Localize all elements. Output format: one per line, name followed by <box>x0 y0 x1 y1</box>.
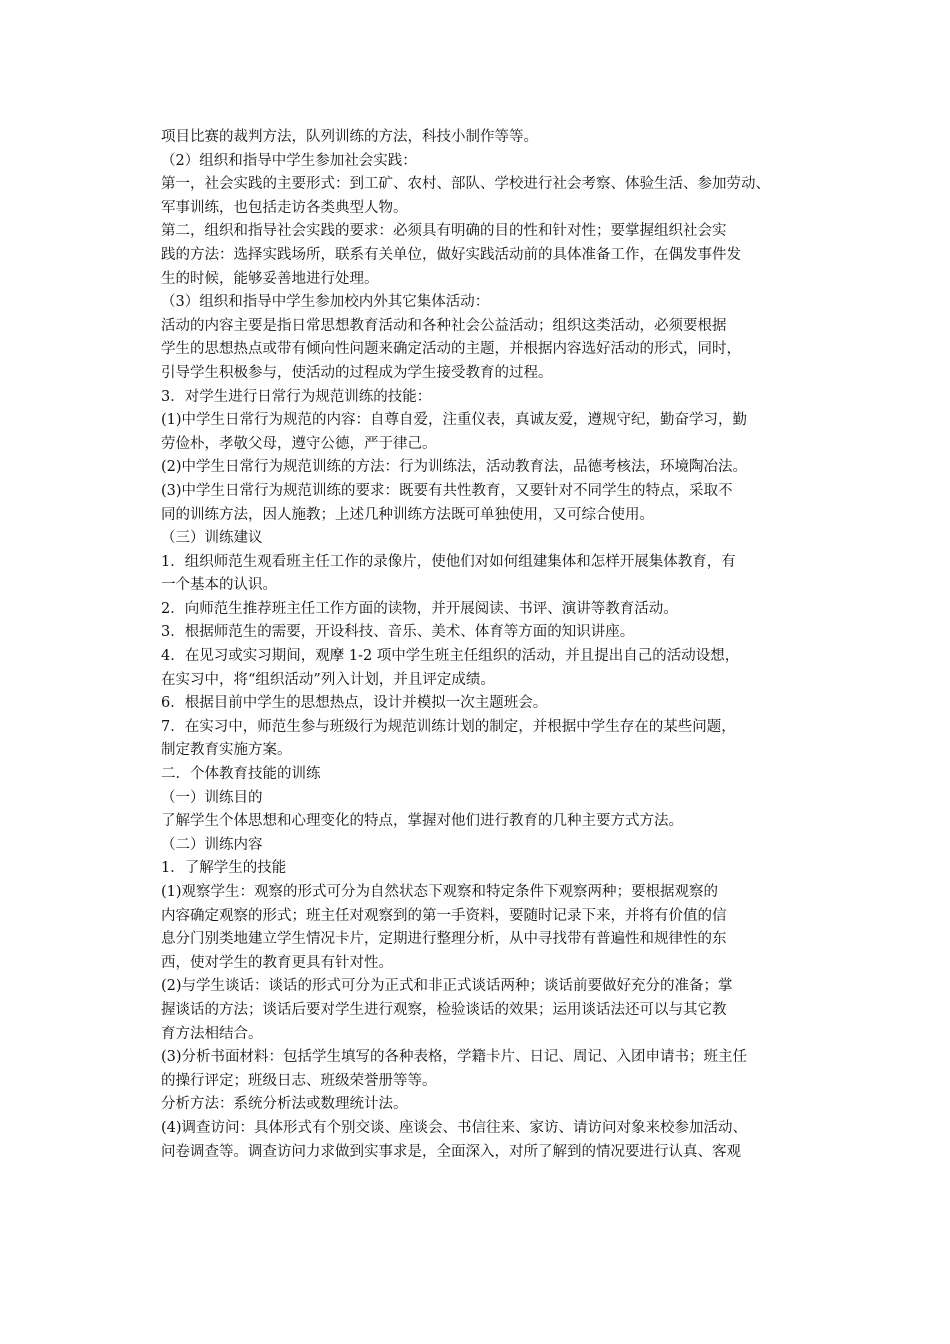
text-line: 的操行评定；班级日志、班级荣誉册等等。 <box>161 1072 437 1089</box>
text-line: （2）组织和指导中学生参加社会实践： <box>161 152 417 169</box>
text-line: 第二，组织和指导社会实践的要求：必须具有明确的目的性和针对性；要掌握组织社会实 <box>161 223 727 240</box>
text-line: 内容确定观察的形式；班主任对观察到的第一手资料，要随时记录下来，并将有价值的信 <box>161 907 727 924</box>
text-line: （3）组织和指导中学生参加校内外其它集体活动： <box>161 294 490 311</box>
text-line: 劳俭朴，孝敬父母，遵守公德，严于律己。 <box>161 435 437 452</box>
text-line: 3．根据师范生的需要，开设科技、音乐、美术、体育等方面的知识讲座。 <box>161 624 635 641</box>
text-line: 同的训练方法，因人施教；上述几种训练方法既可单独使用，又可综合使用。 <box>161 506 654 523</box>
text-line: 2．向师范生推荐班主任工作方面的读物，并开展阅读、书评、演讲等教育活动。 <box>161 600 678 617</box>
text-line: 1．了解学生的技能 <box>161 860 287 877</box>
text-line: 西，使对学生的教育更具有针对性。 <box>161 954 393 971</box>
text-line: （二）训练内容 <box>161 836 263 853</box>
text-line: 握谈话的方法；谈话后要对学生进行观察，检验谈话的效果；运用谈话法还可以与其它教 <box>161 1001 727 1018</box>
text-line: 1．组织师范生观看班主任工作的录像片，使他们对如何组建集体和怎样开展集体教育，有 <box>161 553 736 570</box>
text-line: (1)中学生日常行为规范的内容：自尊自爱，注重仪表，真诚友爱，遵规守纪，勤奋学习，勤 <box>161 412 748 429</box>
text-line: 3．对学生进行日常行为规范训练的技能： <box>161 388 432 405</box>
text-line: （一）训练目的 <box>161 789 263 806</box>
text-line: 生的时候，能够妥善地进行处理。 <box>161 270 379 287</box>
text-line: 分析方法：系统分析法或数理统计法。 <box>161 1096 408 1113</box>
text-line: 了解学生个体思想和心理变化的特点，掌握对他们进行教育的几种主要方式方法。 <box>161 813 683 830</box>
text-line: 一个基本的认识。 <box>161 577 277 594</box>
text-line: (4)调查访问：具体形式有个别交谈、座谈会、书信往来、家访、请访问对象来校参加活动、 <box>161 1119 748 1136</box>
text-line: 6．根据目前中学生的思想热点，设计并模拟一次主题班会。 <box>161 695 548 712</box>
text-line: (3)分析书面材料：包括学生填写的各种表格，学籍卡片、日记、周记、入团申请书；班主任 <box>161 1049 748 1066</box>
text-line: (2)与学生谈话：谈话的形式可分为正式和非正式谈话两种；谈话前要做好充分的准备；掌 <box>161 978 733 995</box>
text-line: 学生的思想热点或带有倾向性问题来确定活动的主题，并根据内容选好活动的形式，同时， <box>161 341 741 358</box>
text-line: 项目比赛的裁判方法，队列训练的方法，科技小制作等等。 <box>161 129 538 145</box>
text-line: 4．在见习或实习期间，观摩 1-2 项中学生班主任组织的活动，并且提出自己的活动设想， <box>161 648 740 665</box>
text-line: 第一，社会实践的主要形式：到工矿、农村、部队、学校进行社会考察、体验生活、参加劳动、 <box>161 176 770 193</box>
text-line: 军事训练，也包括走访各类典型人物。 <box>161 199 408 216</box>
text-line: 息分门别类地建立学生情况卡片，定期进行整理分析，从中寻找带有普遍性和规律性的东 <box>161 931 727 948</box>
text-line: （三）训练建议 <box>161 530 263 547</box>
text-line: 制定教育实施方案。 <box>161 742 292 759</box>
text-line: (3)中学生日常行为规范训练的要求：既要有共性教育，又要针对不同学生的特点，采取不 <box>161 482 733 499</box>
text-line: 育方法相结合。 <box>161 1025 263 1042</box>
text-line: (1)观察学生：观察的形式可分为自然状态下观察和特定条件下观察两种；要根据观察的 <box>161 884 719 900</box>
text-line: 在实习中，将“组织活动”列入计划，并且评定成绩。 <box>161 671 495 688</box>
document-body <box>161 126 821 1164</box>
text-line: 活动的内容主要是指日常思想教育活动和各种社会公益活动；组织这类活动，必须要根据 <box>161 317 727 334</box>
text-line: (2)中学生日常行为规范训练的方法：行为训练法，活动教育法，品德考核法，环境陶冶法。 <box>161 459 748 476</box>
text-line: 二．个体教育技能的训练 <box>161 766 321 783</box>
text-line: 问卷调查等。调查访问力求做到实事求是，全面深入，对所了解到的情况要进行认真、客观 <box>161 1143 741 1160</box>
text-line: 7．在实习中，师范生参与班级行为规范训练计划的制定，并根据中学生存在的某些问题， <box>161 718 736 735</box>
text-line: 引导学生积极参与，使活动的过程成为学生接受教育的过程。 <box>161 364 553 381</box>
text-line: 践的方法：选择实践场所，联系有关单位，做好实践活动前的具体准备工作，在偶发事件发 <box>161 246 741 263</box>
